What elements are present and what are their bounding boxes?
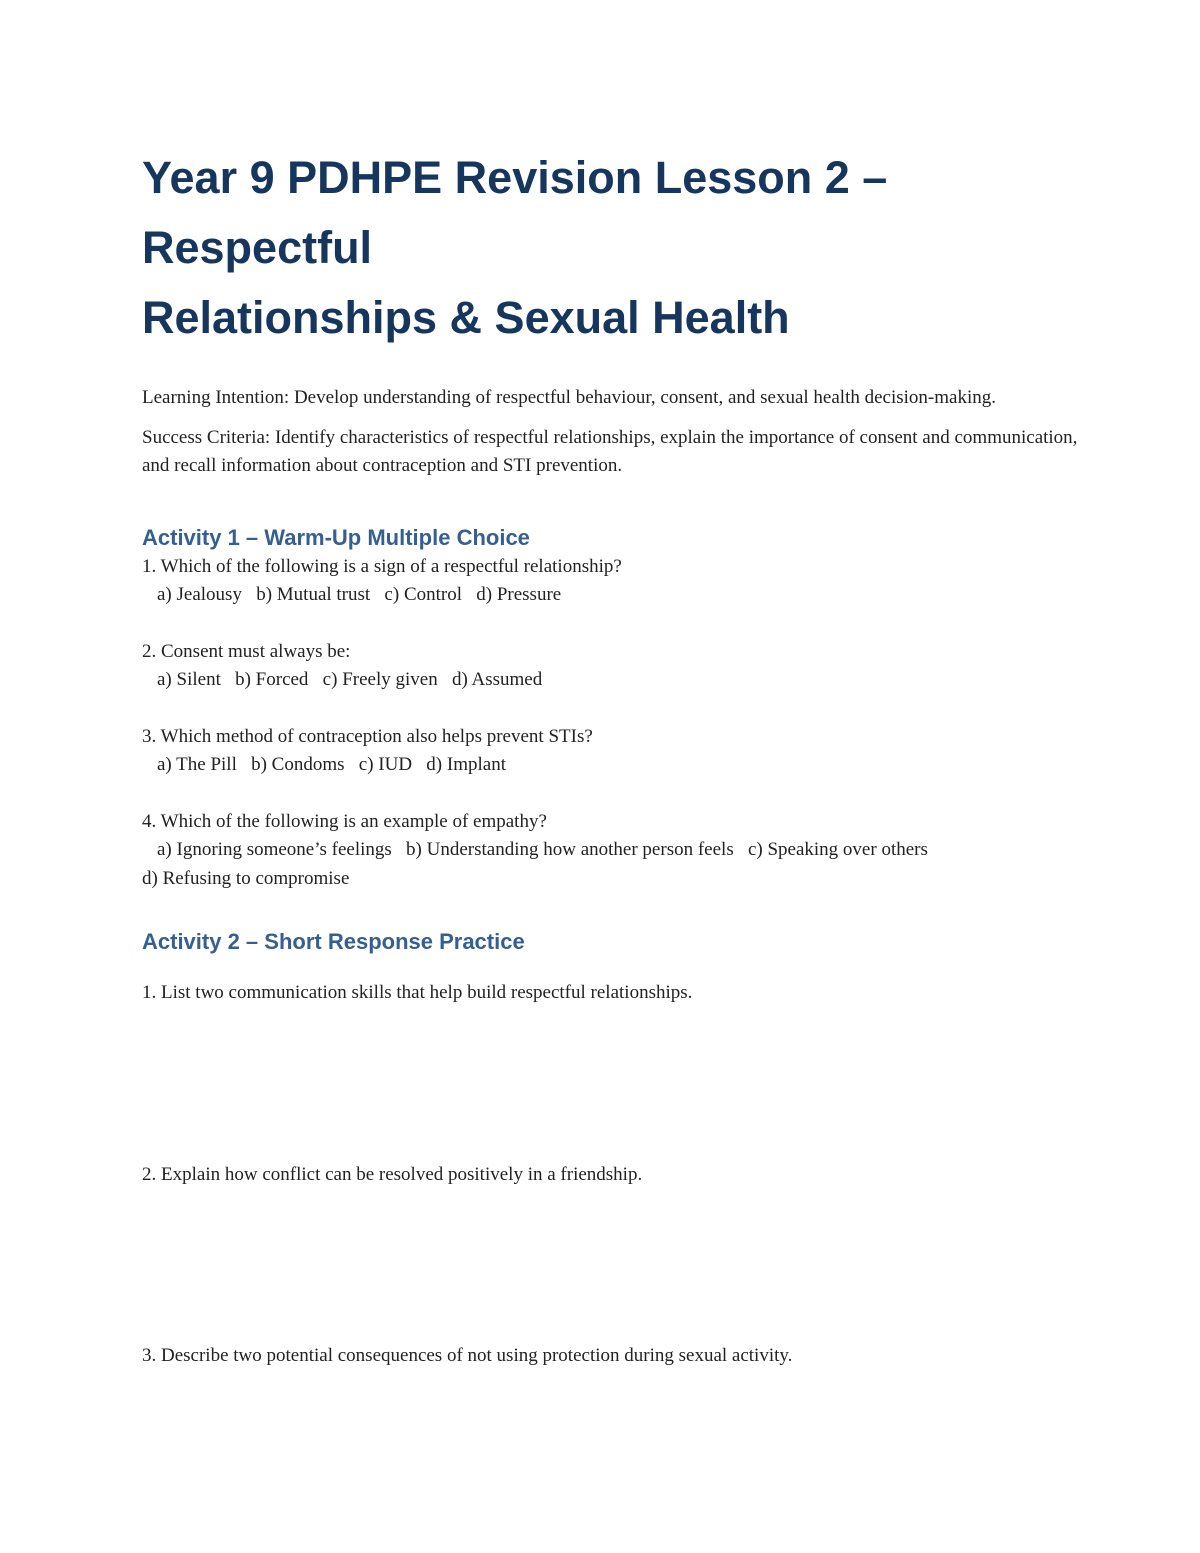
- short-response-question-2: 2. Explain how conflict can be resolved positively in a friendship.: [142, 1163, 643, 1185]
- mc-question-1: [142, 553, 1082, 610]
- title-line-1: Year 9 PDHPE Revision Lesson 2 – Respectful: [142, 152, 888, 273]
- mc-question-2: [142, 638, 1082, 695]
- question-options: a) The Pill b) Condoms c) IUD d) Implant: [157, 754, 506, 775]
- learning-intention: Learning Intention: Develop understanding of respectful behaviour, consent, and sexual health decision-making.: [142, 387, 996, 408]
- activity-2-heading: Activity 2 – Short Response Practice: [142, 929, 525, 954]
- question-options-line-2: d) Refusing to compromise: [142, 867, 350, 889]
- question-text: 4. Which of the following is an example of empathy?: [142, 810, 547, 832]
- question-text: 1. Which of the following is a sign of a respectful relationship?: [142, 555, 622, 577]
- page-title: [142, 143, 1082, 353]
- success-criteria: Success Criteria: Identify characteristics of respectful relationships, explain the importance of consent and communication, and recall information about contraception and STI prevention.: [142, 426, 1078, 476]
- mc-question-4: [142, 808, 1082, 894]
- short-response-question-3: 3. Describe two potential consequences of not using protection during sexual activity.: [142, 1345, 793, 1366]
- answer-space-2: [142, 1189, 1082, 1342]
- answer-space-1: [142, 1008, 1082, 1161]
- question-options: a) Silent b) Forced c) Freely given d) Assumed: [157, 669, 543, 690]
- question-options-line-1: a) Ignoring someone’s feelings b) Understanding how another person feels c) Speaking over others: [157, 839, 928, 860]
- question-text: 3. Which method of contraception also helps prevent STIs?: [142, 725, 593, 747]
- document-body: [142, 143, 1082, 1371]
- mc-question-3: [142, 723, 1082, 780]
- activity-1-heading: Activity 1 – Warm-Up Multiple Choice: [142, 524, 530, 550]
- activity-2-questions: [142, 979, 1082, 1371]
- title-line-2: Relationships & Sexual Health: [142, 292, 790, 343]
- question-text: 2. Consent must always be:: [142, 640, 351, 662]
- activity-1-questions: [142, 553, 1082, 894]
- question-options: a) Jealousy b) Mutual trust c) Control d) Pressure: [157, 584, 562, 605]
- short-response-question-1: 1. List two communication skills that help build respectful relationships.: [142, 982, 693, 1003]
